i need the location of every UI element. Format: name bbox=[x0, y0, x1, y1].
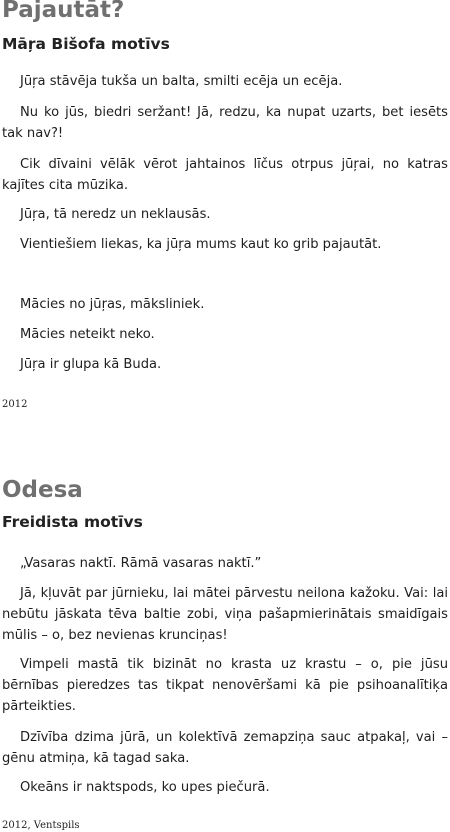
poem-line: Mācies no jūŗas, mākslinie​k. bbox=[20, 297, 205, 312]
poem-title: Odesa bbox=[2, 477, 83, 503]
poem-line: Vimpeli mastā tik bizināt no krasta uz krastu – o, pie jūsu bērnības pieredzes tas tikpat nenovēršami kā pie psihoanalītiķa pārteikties. bbox=[2, 657, 448, 714]
poem-line: Mācies neteikt neko. bbox=[20, 327, 155, 342]
poem-line: Vientiešiem liekas, ka jūŗa mums kaut ko grib pajautāt. bbox=[20, 237, 382, 252]
poem-line: Cik dīvaini vēlāk vērot jahtainos līčus otrpus jūŗai, no katras kajītes cita mūzika. bbox=[2, 157, 448, 193]
poem-line: Okeāns ir naktspods, ko upes piečurā. bbox=[20, 780, 270, 795]
poem-date: 2012 bbox=[2, 399, 28, 410]
poem-date: 2012, Ventspils bbox=[2, 820, 80, 831]
poem-line: „Vasaras naktī. Rāmā vasaras naktī.” bbox=[20, 556, 262, 571]
poem-line: Nu ko jūs, biedri seržant! Jā, redzu, ka nupat uzarts, bet iesēts tak nav?! bbox=[2, 105, 448, 141]
poem-line: Jūŗa, tā neredz un neklausās. bbox=[20, 207, 211, 222]
poem-title: Pajautāt? bbox=[2, 0, 125, 23]
poem-line: Jā, kļuvāt par jūrnieku, lai mātei pārvestu neilona kažoku. Vai: lai nebūtu jāskata tēva baltie zobi, viņa pašapmierinātais smaidīgais mūlis – o, bez nevienas krunciņas! bbox=[2, 586, 448, 643]
poem-line: Dzīvība dzima jūrā, un kolektīvā zemapziņa sauc atpakaļ, vai – gēnu atmiņa, kā tagad saka. bbox=[2, 730, 448, 766]
poem-line: Jūŗa stāvēja tukša un balta, smilti ecēja un ecēja. bbox=[20, 74, 343, 89]
poem-subtitle: Freidista motīvs bbox=[2, 513, 143, 531]
poem-line: Jūŗa ir glupa kā Buda. bbox=[20, 357, 162, 372]
poem-subtitle: Māŗa Bišofa motīvs bbox=[2, 35, 170, 53]
